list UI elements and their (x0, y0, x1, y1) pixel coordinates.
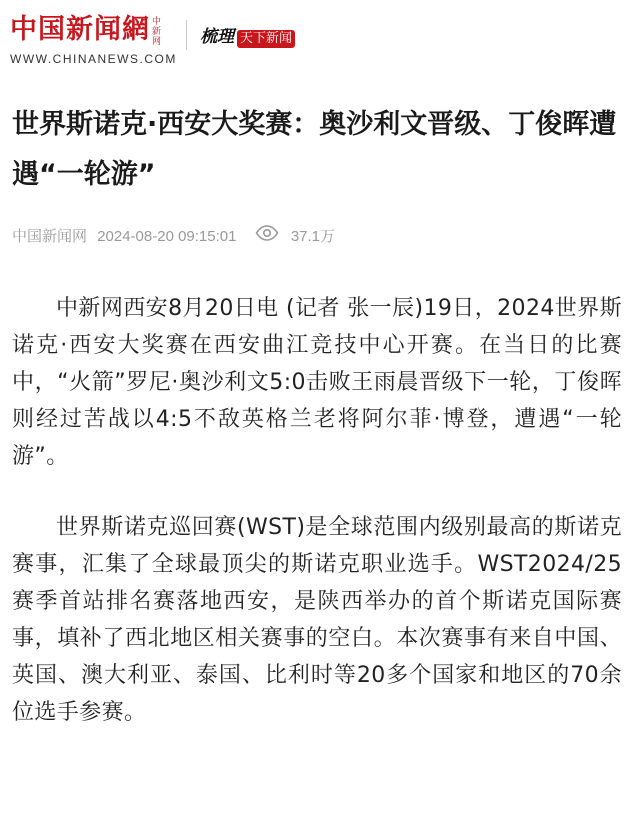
article-paragraph: 中新网西安8月20日电 (记者 张一辰)19日，2024世界斯诺克·西安大奖赛在西安曲江竞技中心开赛。在当日的比赛中，“火箭”罗尼·奥沙利文5:0击败王雨晨晋级下一轮，丁俊晖则经过苦战以4:5不敌英格兰老将阿尔菲·博登，遭遇“一轮游”。 (12, 296, 622, 469)
logo-domain: WWW.CHINANEWS.COM (10, 52, 177, 66)
view-count: 37.1万 (290, 228, 336, 246)
article-meta (12, 225, 335, 249)
slogan-tag: 天下新闻 (237, 30, 295, 48)
article-datetime: 2024-08-20 09:15:01 (97, 228, 237, 246)
logo-side-text: 中新网 (152, 17, 162, 47)
article-title: 世界斯诺克·西安大奖赛：奥沙利文晋级、丁俊晖遭遇“一轮游” (12, 109, 617, 190)
article-body (12, 290, 622, 765)
slogan-main: 梳理 (200, 27, 234, 47)
header-divider (186, 20, 187, 50)
site-slogan (200, 26, 295, 48)
article-paragraph: 世界斯诺克巡回赛(WST)是全球范围内级别最高的斯诺克赛事，汇集了全球最顶尖的斯诺克职业选手。WST2024/25赛季首站排名赛落地西安，是陕西举办的首个斯诺克国际赛事，填补了西北地区相关赛事的空白。本次赛事有来自中国、英国、澳大利亚、泰国、比利时等20多个国家和地区的70余位选手参赛。 (12, 515, 622, 725)
site-logo[interactable] (10, 12, 177, 66)
logo-text: 中国新闻網 (10, 14, 150, 45)
article-source: 中国新闻网 (12, 228, 88, 246)
eye-icon (255, 225, 279, 249)
site-header (10, 12, 630, 68)
